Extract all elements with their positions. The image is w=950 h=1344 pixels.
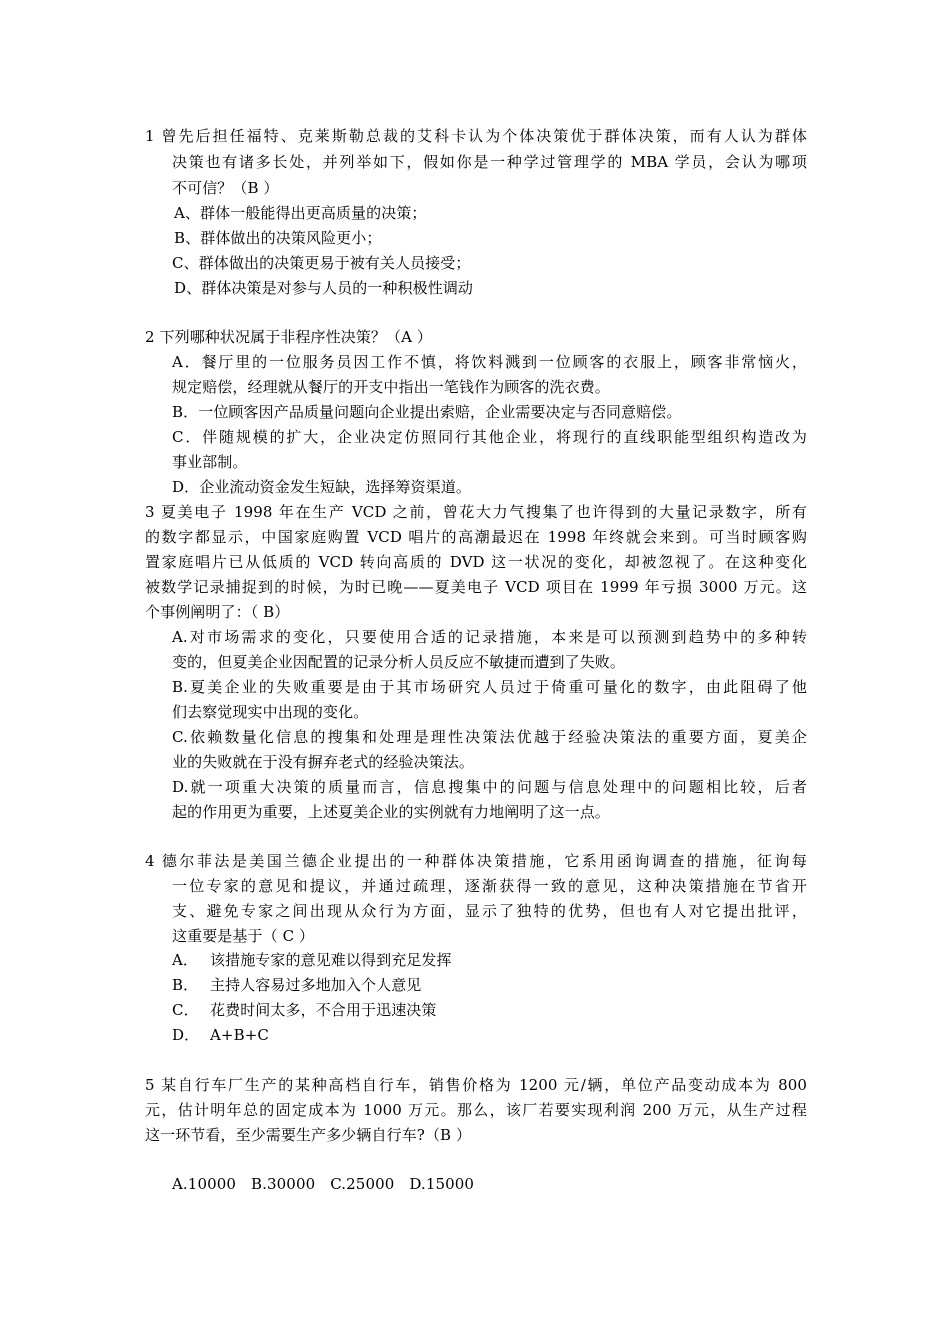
question-3-option-c-line-2: 业的失败就在于没有摒弃老式的经验决策法。 [172,753,475,771]
option-label: A． [172,951,199,969]
option-text: A+B+C [210,1026,269,1044]
question-2-option-a-line-2: 规定赔偿，经理就从餐厅的开支中指出一笔钱作为顾客的洗衣费。 [172,378,610,396]
question-3-option-c-line-1: C.依赖数量化信息的搜集和处理是理性决策法优越于经验决策法的重要方面，夏美企 [172,728,807,746]
question-5-line-2: 元，估计明年总的固定成本为 1000 万元。那么，该厂若要实现利润 200 万元，从生产过程 [145,1101,807,1119]
question-3-option-a-line-2: 变的，但夏美企业因配置的记录分析人员反应不敏捷而遭到了失败。 [172,653,626,671]
question-5-option-b: B.30000 [251,1175,316,1193]
question-3-line-5: 个事例阐明了：（ B） [145,603,290,621]
question-1-line-2: 决策也有诸多长处，并列举如下，假如你是一种学过管理学的 MBA 学员，会认为哪项 [172,153,807,171]
question-3-option-d-line-1: D.就一项重大决策的质量而言，信息搜集中的问题与信息处理中的问题相比较，后者 [172,778,807,796]
option-label: C． [172,1001,199,1019]
question-2-option-a-line-1: A．餐厅里的一位服务员因工作不慎，将饮料溅到一位顾客的衣服上，顾客非常恼火， [172,353,807,371]
question-1-line-3: 不可信？（B ） [172,179,279,197]
question-4-option-a [172,950,807,970]
question-2-option-c-line-1: C．伴随规模的扩大，企业决定仿照同行其他企业，将现行的直线职能型组织构造改为 [172,428,807,446]
question-1-option-a: A、群体一般能得出更高质量的决策； [174,204,427,222]
question-4-option-c [172,1000,807,1020]
option-label: B． [172,976,199,994]
option-text: 花费时间太多，不合用于迅速决策 [210,1001,437,1019]
option-text: 该措施专家的意见难以得到充足发挥 [210,951,452,969]
question-4-option-d [172,1025,807,1045]
question-1-option-c: C、群体做出的决策更易于被有关人员接受； [172,254,471,272]
question-4-line-3: 支、避免专家之间出现从众行为方面，显示了独特的优势，但也有人对它提出批评， [172,902,807,920]
question-3-option-b-line-2: 们去察觉现实中出现的变化。 [172,703,369,721]
question-3-option-b-line-1: B.夏美企业的失败重要是由于其市场研究人员过于倚重可量化的数字，由此阻碍了他 [172,678,807,696]
question-3-line-2: 的数字都显示，中国家庭购置 VCD 唱片的高潮最迟在 1998 年终就会来到。可当时顾客购 [145,528,807,546]
question-4-option-b [172,975,807,995]
question-3-option-d-line-2: 起的作用更为重要，上述夏美企业的实例就有力地阐明了这一点。 [172,803,610,821]
question-5-line-1: 5 某自行车厂生产的某种高档自行车，销售价格为 1200 元/辆，单位产品变动成本为 800 [145,1076,807,1094]
question-3-line-1: 3 夏美电子 1998 年在生产 VCD 之前，曾花大力气搜集了也许得到的大量记录数字，所有 [145,503,807,521]
option-text: 主持人容易过多地加入个人意见 [210,976,422,994]
question-3-option-a-line-1: A.对市场需求的变化，只要使用合适的记录措施，本来是可以预测到趋势中的多种转 [172,628,807,646]
question-1-line-1: 1 曾先后担任福特、克莱斯勒总裁的艾科卡认为个体决策优于群体决策，而有人认为群体 [145,127,807,145]
question-3-line-3: 置家庭唱片已从低质的 VCD 转向高质的 DVD 这一状况的变化，却被忽视了。在这种变化 [145,553,807,571]
question-5-option-d: D.15000 [409,1175,475,1193]
question-5-options [172,1174,807,1194]
question-1-option-b: B、群体做出的决策风险更小； [174,229,382,247]
question-5-option-c: C.25000 [330,1175,395,1193]
question-5-option-a: A.10000 [172,1175,237,1193]
question-1-option-d: D、群体决策是对参与人员的一种积极性调动 [174,279,474,297]
question-4-line-2: 一位专家的意见和提议，并通过疏理，逐渐获得一致的意见，这种决策措施在节省开 [172,877,807,895]
option-label: D． [172,1026,200,1044]
question-2-line-1: 2 下列哪种状况属于非程序性决策？（A ） [145,328,433,346]
question-2-option-c-line-2: 事业部制。 [172,453,248,471]
question-3-line-4: 被数学记录捕捉到的时候，为时已晚——夏美电子 VCD 项目在 1999 年亏损 3000 万元。这 [145,578,807,596]
question-2-option-b: B．一位顾客因产品质量问题向企业提出索赔，企业需要决定与否同意赔偿。 [172,403,682,421]
question-5-line-3: 这一环节看，至少需要生产多少辆自行车?（B ） [145,1126,472,1144]
question-4-line-4: 这重要是基于（ C ） [172,927,315,945]
question-4-line-1: 4 德尔菲法是美国兰德企业提出的一种群体决策措施，它系用函询调查的措施，征询每 [145,852,807,870]
question-2-option-d: D．企业流动资金发生短缺，选择筹资渠道。 [172,478,472,496]
